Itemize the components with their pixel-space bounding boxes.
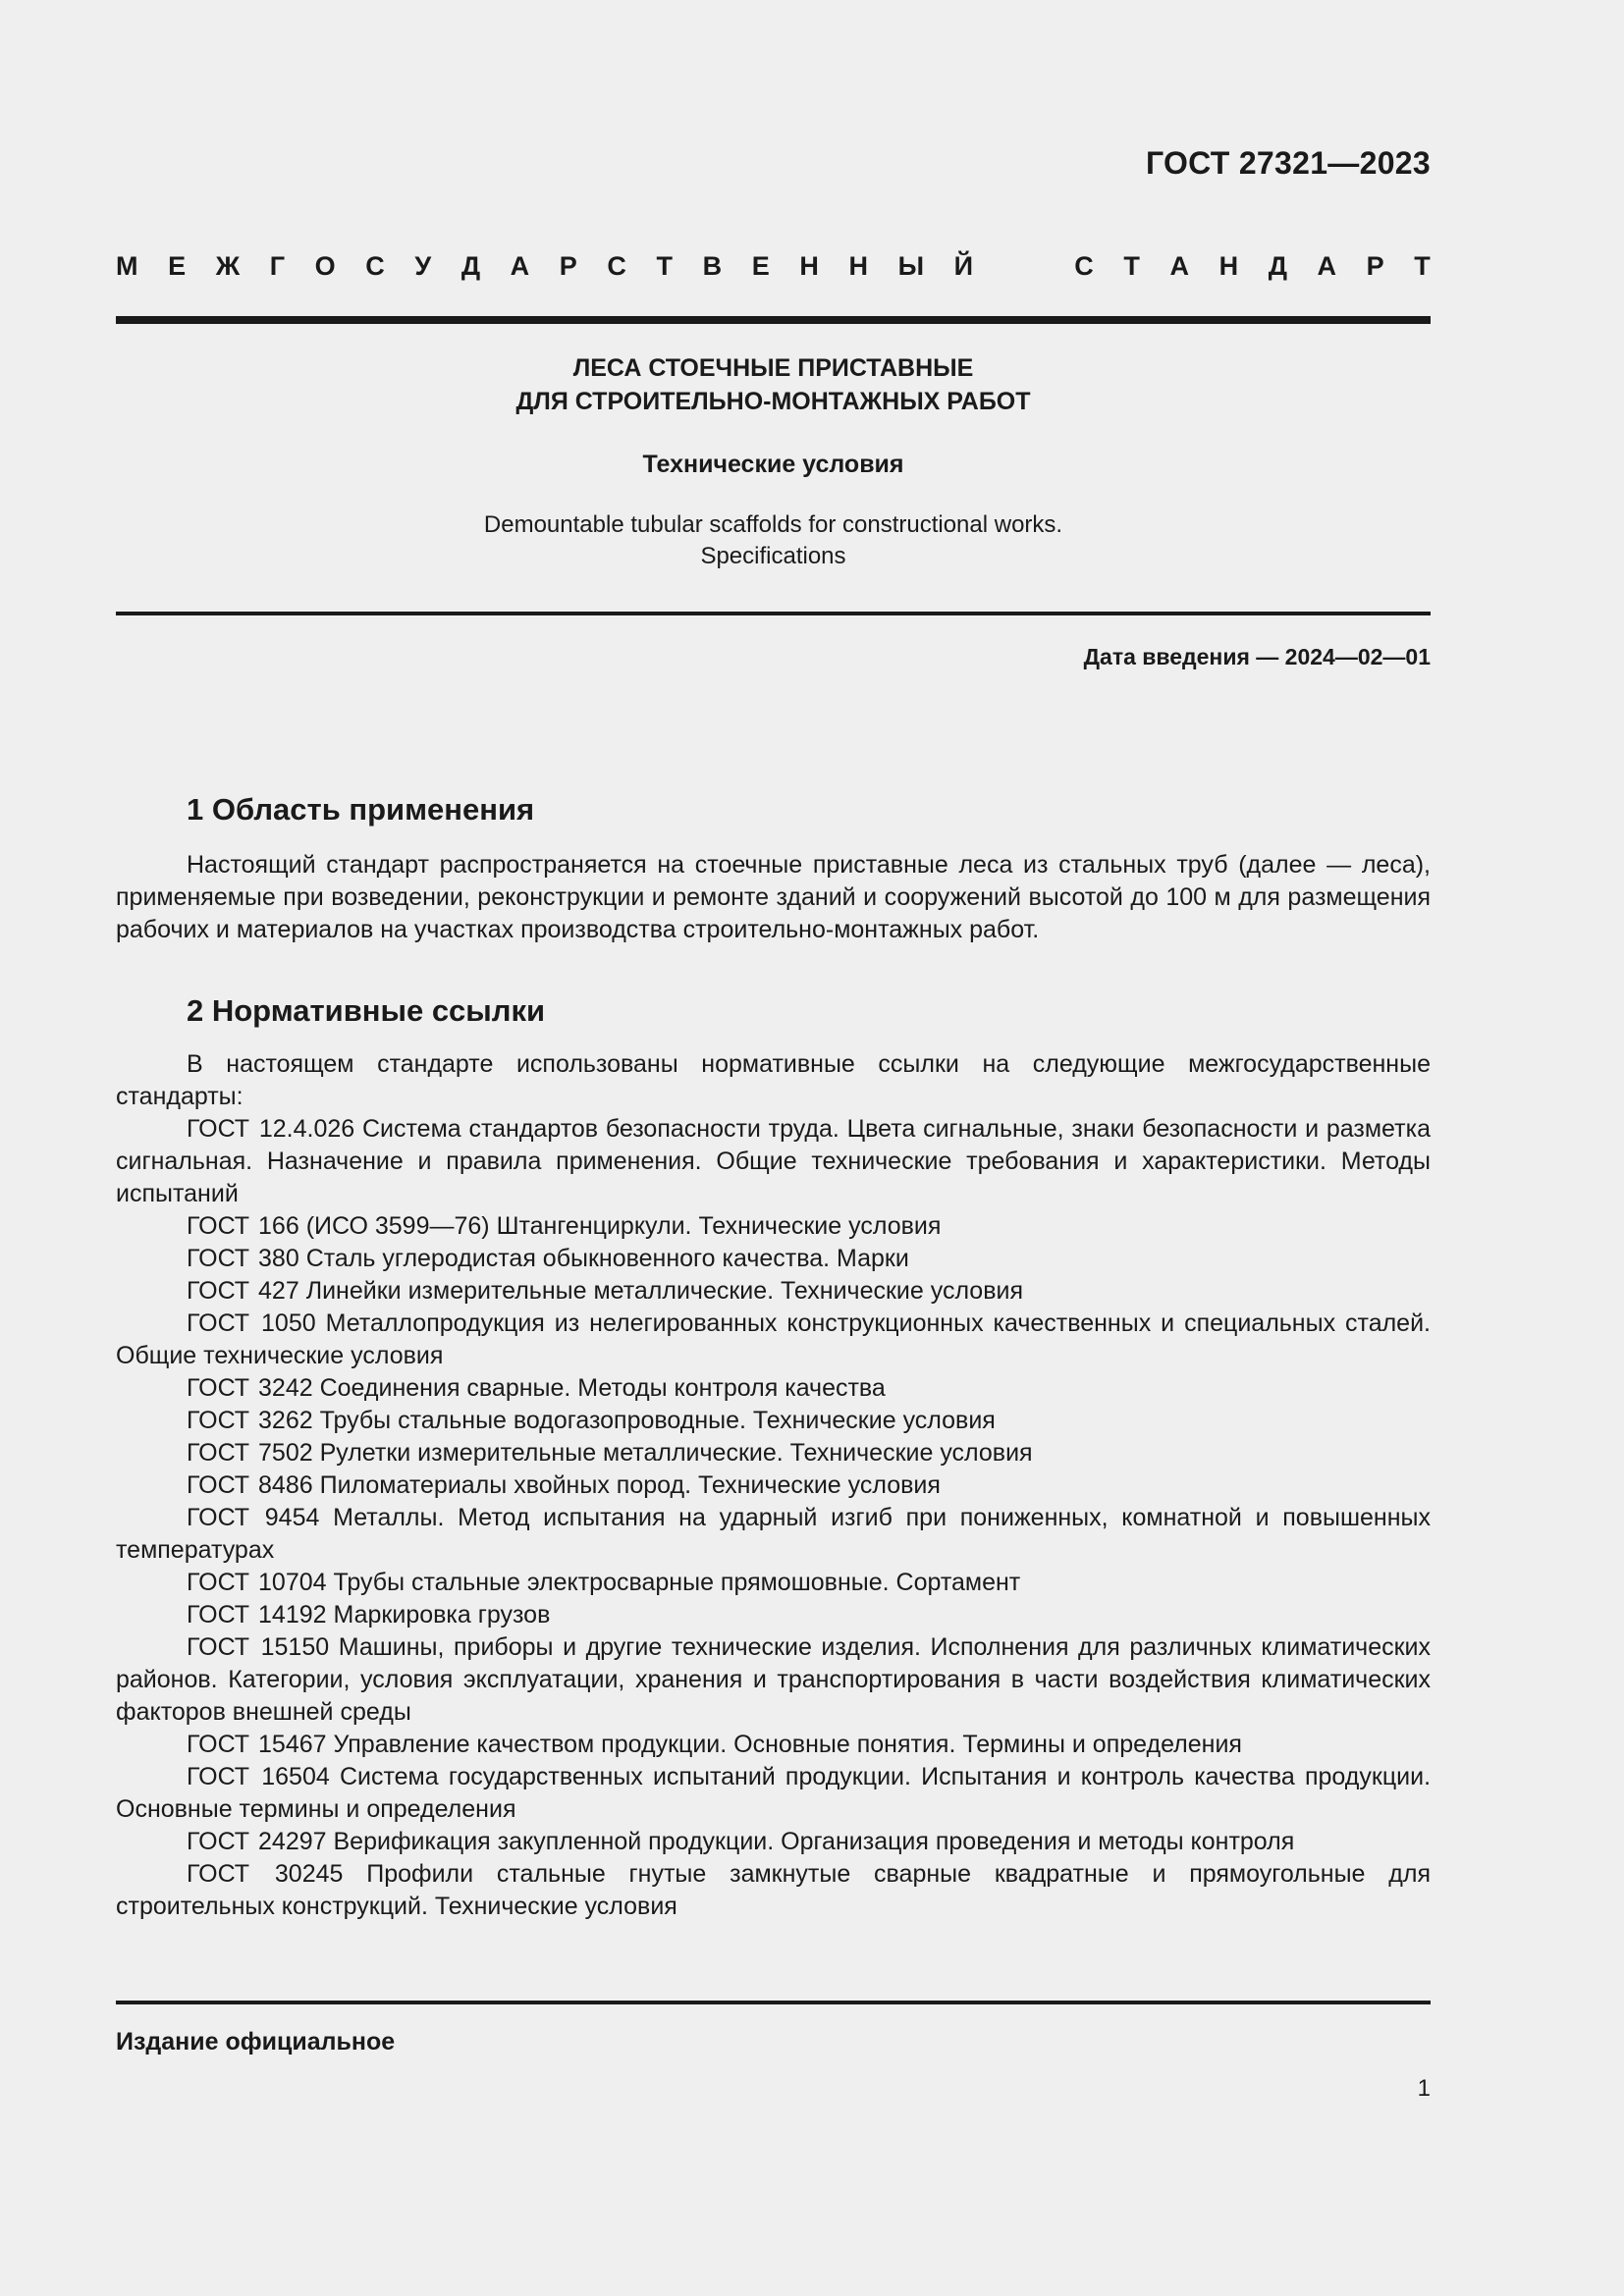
reference-code: ГОСТ 15150 bbox=[187, 1633, 330, 1661]
reference-list bbox=[116, 1113, 1431, 1923]
reference-code: ГОСТ 9454 bbox=[187, 1504, 320, 1531]
reference-title: Металлы. Метод испытания на ударный изгиб при пониженных, комнатной и повышенных температурах bbox=[116, 1504, 1431, 1564]
reference-title: Верификация закупленной продукции. Организация проведения и методы контроля bbox=[333, 1828, 1295, 1855]
reference-code: ГОСТ 1050 bbox=[187, 1309, 316, 1337]
reference-code: ГОСТ 10704 bbox=[187, 1569, 327, 1596]
reference-title: Рулетки измерительные металлические. Технические условия bbox=[319, 1439, 1033, 1467]
banner-letter: В bbox=[702, 251, 723, 281]
reference-title: Профили стальные гнутые замкнутые сварные квадратные и прямоугольные для строительных конструкций. Технические условия bbox=[116, 1860, 1431, 1920]
reference-code: ГОСТ 427 bbox=[187, 1277, 299, 1305]
reference-code: ГОСТ 24297 bbox=[187, 1828, 327, 1855]
english-title-line-2: Specifications bbox=[700, 543, 846, 569]
banner-letter: С bbox=[1074, 251, 1094, 281]
title-rule bbox=[116, 612, 1431, 615]
interstate-standard-banner bbox=[116, 251, 1431, 281]
reference-item bbox=[116, 1405, 1431, 1437]
reference-code: ГОСТ 3242 bbox=[187, 1374, 313, 1402]
reference-title: Маркировка грузов bbox=[333, 1601, 551, 1629]
official-edition-label: Издание официальное bbox=[116, 2028, 396, 2056]
section-heading: 2 Нормативные ссылки bbox=[187, 993, 546, 1028]
reference-item bbox=[116, 1567, 1431, 1599]
reference-code: ГОСТ 380 bbox=[187, 1245, 299, 1272]
document-page bbox=[116, 0, 1431, 2296]
introduction-date: Дата введения — 2024—02—01 bbox=[1083, 644, 1431, 669]
banner-letter: Т bbox=[1414, 251, 1431, 281]
banner-letter: Р bbox=[1366, 251, 1384, 281]
banner-letter: Н bbox=[848, 251, 868, 281]
reference-code: ГОСТ 7502 bbox=[187, 1439, 313, 1467]
reference-item bbox=[116, 1308, 1431, 1372]
reference-title: Трубы стальные электросварные прямошовные. Сортамент bbox=[333, 1569, 1021, 1596]
reference-title: Трубы стальные водогазопроводные. Технические условия bbox=[319, 1407, 996, 1434]
banner-letter: У bbox=[414, 251, 432, 281]
banner-letter: С bbox=[365, 251, 385, 281]
banner-letter: Д bbox=[1268, 251, 1287, 281]
footer-rule bbox=[116, 2001, 1431, 2004]
reference-code: ГОСТ 15467 bbox=[187, 1731, 327, 1758]
reference-title: Металлопродукция из нелегированных конструкционных качественных и специальных сталей. Общие технические условия bbox=[116, 1309, 1432, 1369]
banner-letter: Т bbox=[1123, 251, 1140, 281]
banner-letter: А bbox=[510, 251, 530, 281]
document-title bbox=[116, 351, 1431, 418]
scope-paragraph: Настоящий стандарт распространяется на стоечные приставные леса из стальных труб (далее — леса), применяемые при возведении, реконструкции и ремонте зданий и сооружений высотой до 100 м для размещения рабочих и материалов на участках производства строительно-монтажных работ. bbox=[116, 851, 1431, 943]
banner-letter: Р bbox=[559, 251, 577, 281]
header-rule bbox=[116, 316, 1431, 324]
reference-code: ГОСТ 3262 bbox=[187, 1407, 313, 1434]
reference-code: ГОСТ 8486 bbox=[187, 1471, 313, 1499]
reference-title: Система стандартов безопасности труда. Цвета сигнальные, знаки безопасности и разметка сигнальная. Назначение и правила применения. Общие технические требования и характеристики. Методы испытаний bbox=[116, 1115, 1431, 1207]
banner-letter: М bbox=[116, 251, 138, 281]
reference-title: Соединения сварные. Методы контроля качества bbox=[319, 1374, 886, 1402]
reference-item bbox=[116, 1469, 1431, 1502]
section-scope bbox=[116, 790, 1431, 946]
banner-letter: Н bbox=[1218, 251, 1239, 281]
section-heading: 1 Область применения bbox=[187, 792, 535, 827]
reference-code: ГОСТ 166 bbox=[187, 1212, 299, 1240]
banner-letter: Н bbox=[799, 251, 819, 281]
banner-letter: Е bbox=[751, 251, 770, 281]
reference-item bbox=[116, 1729, 1431, 1761]
reference-title: Линейки измерительные металлические. Технические условия bbox=[305, 1277, 1023, 1305]
reference-item bbox=[116, 1437, 1431, 1469]
reference-item bbox=[116, 1243, 1431, 1275]
reference-item bbox=[116, 1502, 1431, 1567]
reference-item bbox=[116, 1372, 1431, 1405]
reference-item bbox=[116, 1858, 1431, 1923]
banner-letter: С bbox=[607, 251, 626, 281]
title-line-1: ЛЕСА СТОЕЧНЫЕ ПРИСТАВНЫЕ bbox=[572, 354, 974, 382]
reference-title: Пиломатериалы хвойных пород. Технические условия bbox=[319, 1471, 941, 1499]
reference-item bbox=[116, 1826, 1431, 1858]
references-intro: В настоящем стандарте использованы нормативные ссылки на следующие межгосударственные стандарты: bbox=[116, 1050, 1431, 1110]
banner-letter: О bbox=[314, 251, 336, 281]
banner-letter: А bbox=[1317, 251, 1337, 281]
title-line-2: ДЛЯ СТРОИТЕЛЬНО-МОНТАЖНЫХ РАБОТ bbox=[515, 388, 1031, 415]
reference-code: ГОСТ 16504 bbox=[187, 1763, 330, 1790]
reference-item bbox=[116, 1599, 1431, 1631]
banner-letter: Е bbox=[168, 251, 187, 281]
banner-word-gap bbox=[1003, 251, 1045, 281]
reference-title: (ИСО 3599—76) Штангенциркули. Технические условия bbox=[305, 1212, 942, 1240]
reference-title: Машины, приборы и другие технические изделия. Исполнения для различных климатических районов. Категории, условия эксплуатации, хранения и транспортирования в части воздействия климатических факторов внешней среды bbox=[116, 1633, 1431, 1726]
reference-title: Управление качеством продукции. Основные понятия. Термины и определения bbox=[333, 1731, 1242, 1758]
reference-item bbox=[116, 1113, 1431, 1210]
banner-letter: Ы bbox=[897, 251, 925, 281]
reference-code: ГОСТ 30245 bbox=[187, 1860, 344, 1888]
banner-letter: Т bbox=[656, 251, 674, 281]
banner-letter: Ж bbox=[215, 251, 241, 281]
reference-item bbox=[116, 1631, 1431, 1729]
reference-title: Сталь углеродистая обыкновенного качества. Марки bbox=[305, 1245, 909, 1272]
reference-code: ГОСТ 14192 bbox=[187, 1601, 327, 1629]
banner-letter: А bbox=[1169, 251, 1189, 281]
reference-item bbox=[116, 1210, 1431, 1243]
banner-letter: Й bbox=[953, 251, 974, 281]
english-title bbox=[116, 509, 1431, 572]
banner-letter: Д bbox=[460, 251, 481, 281]
reference-item bbox=[116, 1275, 1431, 1308]
page-number: 1 bbox=[1417, 2075, 1431, 2102]
document-subtitle: Технические условия bbox=[642, 451, 904, 478]
banner-letter: Г bbox=[269, 251, 286, 281]
document-number: ГОСТ 27321—2023 bbox=[1145, 145, 1431, 181]
english-title-line-1: Demountable tubular scaffolds for constructional works. bbox=[483, 511, 1063, 538]
section-normative-references bbox=[116, 991, 1431, 1923]
reference-title: Система государственных испытаний продукции. Испытания и контроль качества продукции. Основные термины и определения bbox=[116, 1763, 1432, 1823]
reference-code: ГОСТ 12.4.026 bbox=[187, 1115, 355, 1143]
reference-item bbox=[116, 1761, 1431, 1826]
